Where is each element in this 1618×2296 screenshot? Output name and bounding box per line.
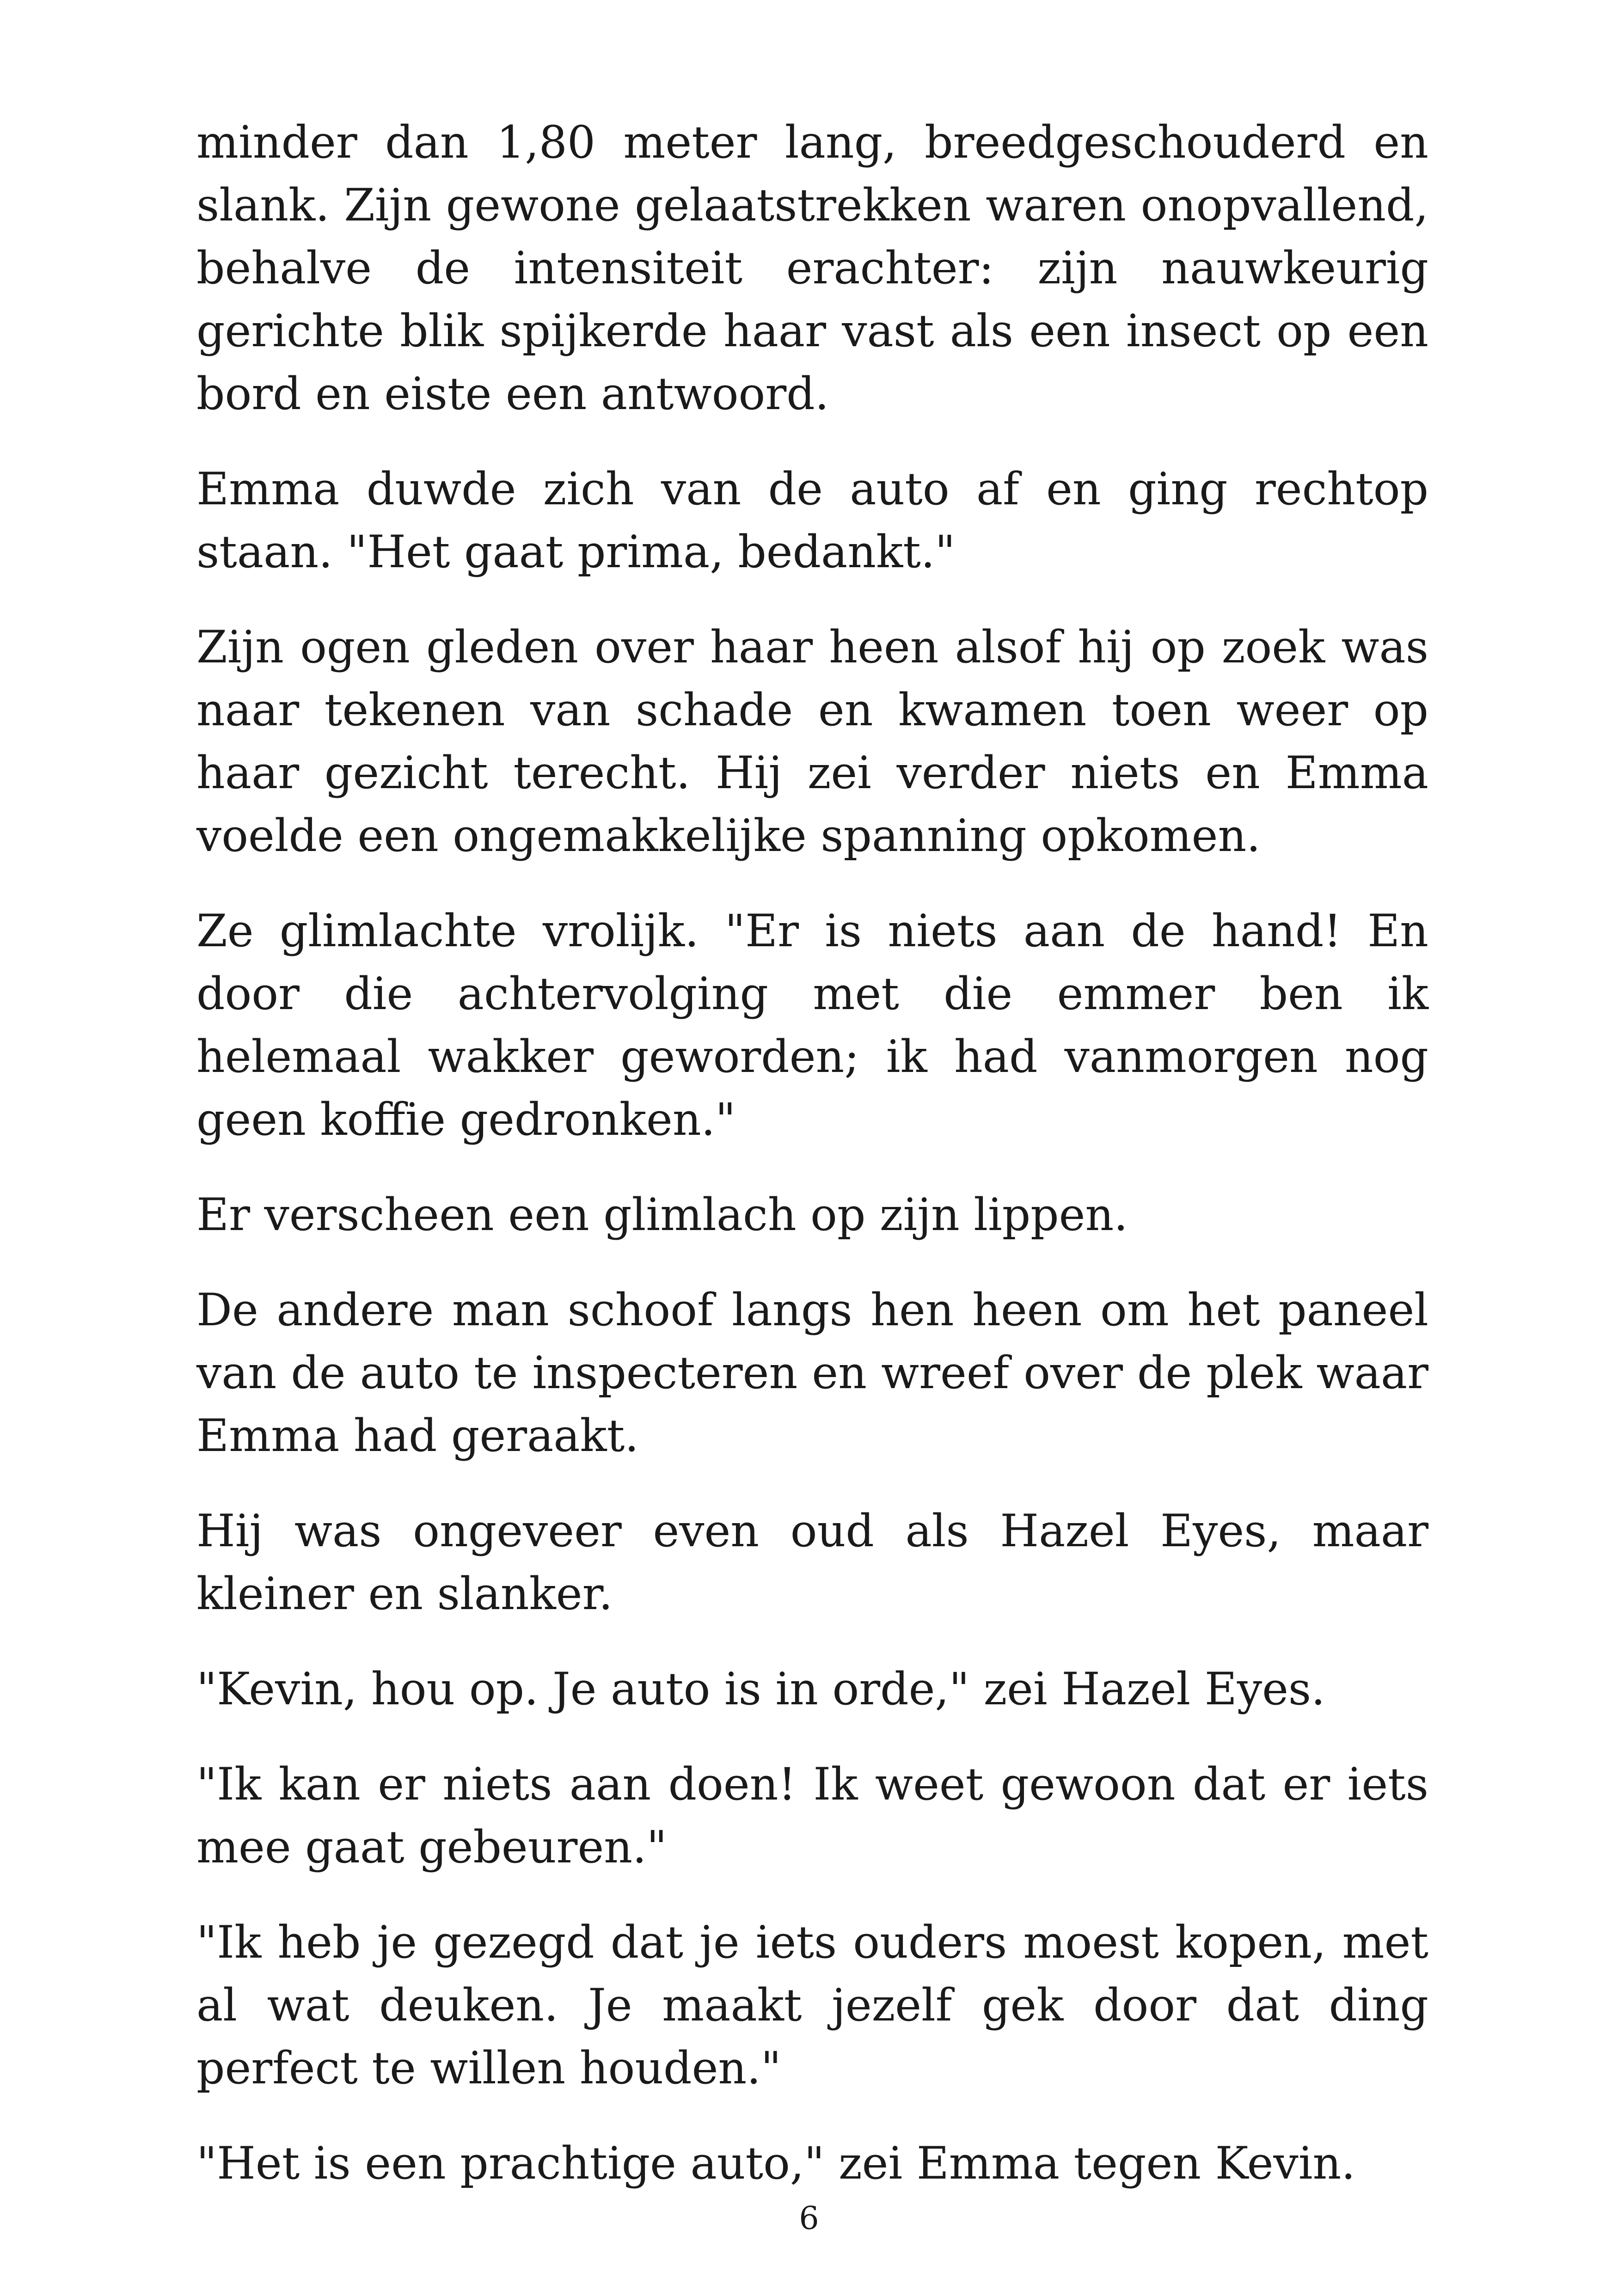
paragraph: Zijn ogen gleden over haar heen alsof hij op zoek was naar tekenen van schade en kwamen toen weer op haar gezicht terecht. Hij zei verder niets en Emma voelde een ongemakkelijke spanning opkomen. (196, 621, 1428, 862)
paragraph: "Ik kan er niets aan doen! Ik weet gewoon dat er iets mee gaat gebeuren." (196, 1758, 1428, 1873)
paragraph: Emma duwde zich van de auto af en ging rechtop staan. "Het gaat prima, bedankt." (196, 463, 1428, 578)
paragraph: Er verscheen een glimlach op zijn lippen. (196, 1189, 1128, 1241)
paragraph: "Kevin, hou op. Je auto is in orde," zei Hazel Eyes. (196, 1663, 1325, 1715)
paragraph: Hij was ongeveer even oud als Hazel Eyes, maar kleiner en slanker. (196, 1505, 1428, 1620)
paragraph: "Ik heb je gezegd dat je iets ouders moest kopen, met al wat deuken. Je maakt jezelf gek door dat ding perfect te willen houden." (196, 1916, 1428, 2094)
page-number: 6 (799, 2200, 819, 2237)
paragraph: De andere man schoof langs hen heen om het paneel van de auto te inspecteren en wreef over de plek waar Emma had geraakt. (196, 1284, 1428, 1462)
paragraph: Ze glimlachte vrolijk. "Er is niets aan de hand! En door die achtervolging met die emmer ben ik helemaal wakker geworden; ik had vanmorgen nog geen koffie gedronken." (196, 905, 1428, 1145)
paragraph: "Het is een prachtige auto," zei Emma tegen Kevin. (196, 2137, 1355, 2189)
paragraph: minder dan 1,80 meter lang, breedgeschouderd en slank. Zijn gewone gelaatstrekken waren onopvallend, behalve de intensiteit erachter: zijn nauwkeurig gerichte blik spijkerde haar vast als een insect op een bord en eiste een antwoord. (196, 116, 1428, 420)
body-text (196, 111, 1428, 2227)
